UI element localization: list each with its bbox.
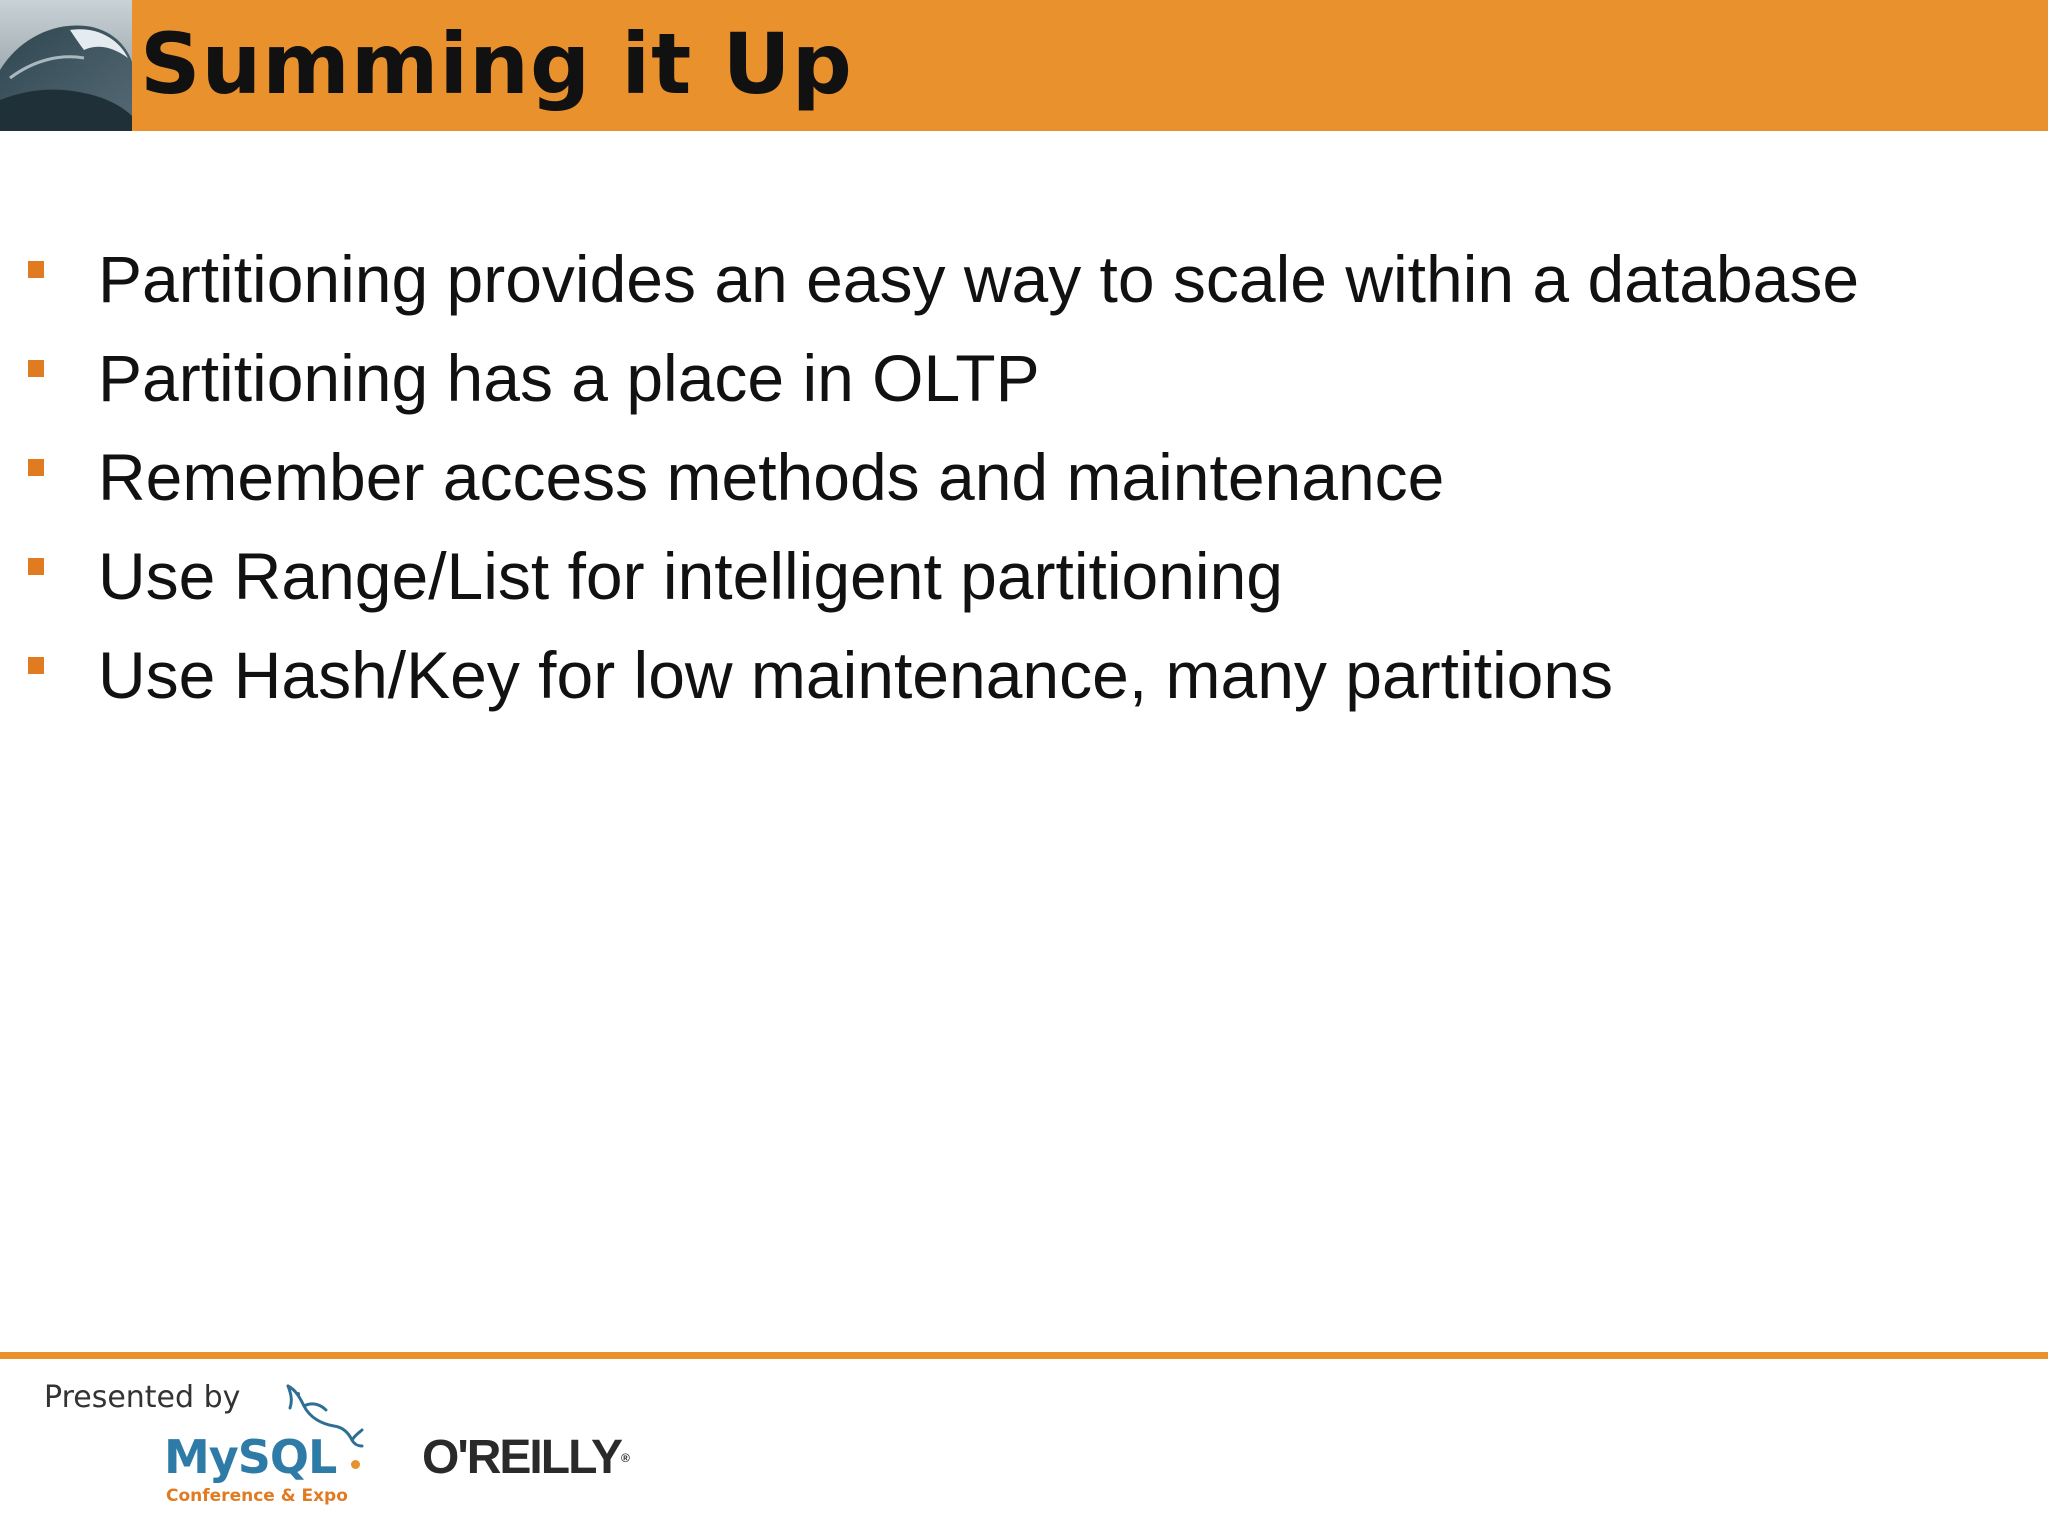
trademark-icon: ®	[621, 1451, 630, 1465]
square-bullet-icon	[28, 657, 44, 674]
bullet-text: Remember access methods and maintenance	[98, 440, 1445, 514]
list-item	[0, 527, 1859, 626]
list-item	[0, 626, 1859, 725]
bullet-text: Use Hash/Key for low maintenance, many partitions	[98, 638, 1614, 712]
list-item	[0, 329, 1859, 428]
footer-divider	[0, 1352, 2048, 1359]
presented-by-label: Presented by	[44, 1380, 241, 1415]
registered-mark-icon	[351, 1460, 360, 1469]
square-bullet-icon	[28, 360, 44, 377]
list-item	[0, 230, 1859, 329]
bullet-text: Partitioning provides an easy way to scale within a database	[98, 242, 1860, 316]
bullet-list	[0, 230, 1859, 725]
square-bullet-icon	[28, 261, 44, 278]
bullet-text: Partitioning has a place in OLTP	[98, 341, 1040, 415]
oreilly-wordmark: O'REILLY	[422, 1431, 622, 1484]
square-bullet-icon	[28, 558, 44, 575]
square-bullet-icon	[28, 459, 44, 476]
mysql-conference-subtitle: Conference & Expo	[166, 1486, 348, 1506]
slide-title: Summing it Up	[140, 15, 853, 113]
ocean-wave-icon	[0, 0, 132, 131]
bullet-text: Use Range/List for intelligent partitioning	[98, 539, 1284, 613]
mysql-logo: MySQL	[164, 1430, 337, 1484]
list-item	[0, 428, 1859, 527]
oreilly-logo	[422, 1430, 630, 1486]
